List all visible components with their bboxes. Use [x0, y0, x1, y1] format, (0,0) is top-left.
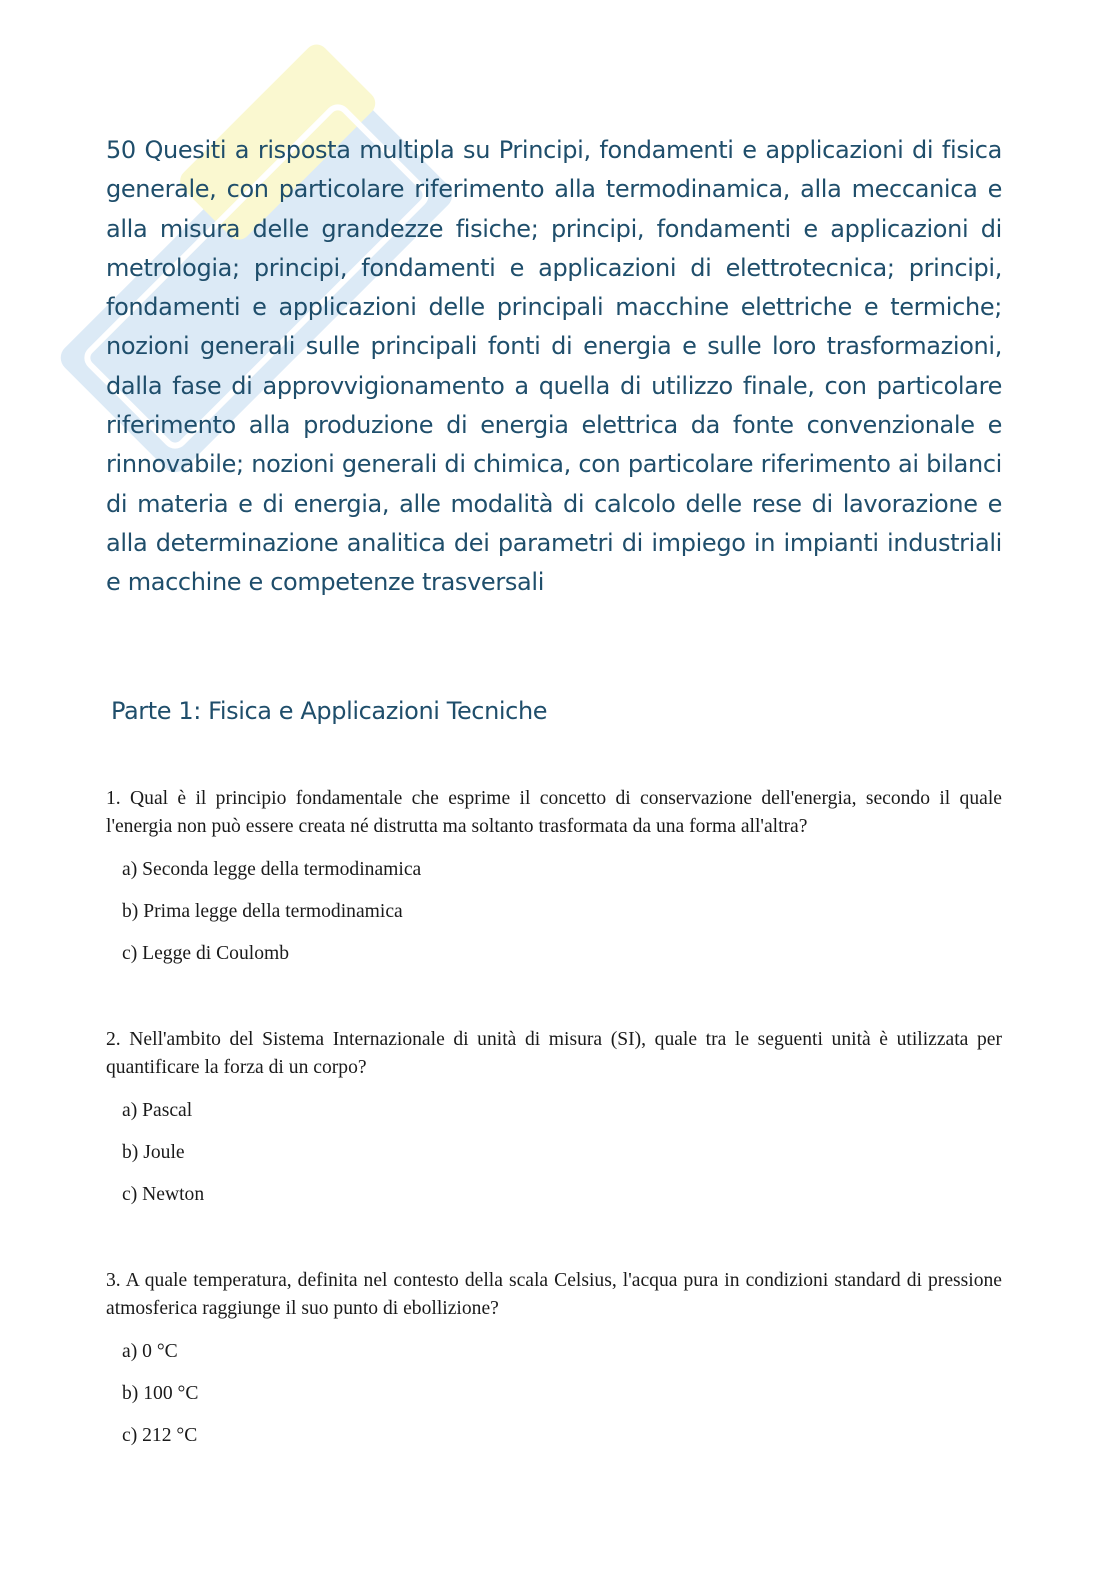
question-1-option-b: b) Prima legge della termodinamica — [122, 901, 403, 922]
intro-paragraph: 50 Quesiti a risposta multipla su Principi, fondamenti e applicazioni di fisica generale, con particolare riferimento alla termodinamica, alla meccanica e alla misura delle grandezze fisiche; principi, fondamenti e applicazioni di metrologia; principi, fondamenti e applicazioni di elettrotecnica; principi, fondamenti e applicazioni delle principali macchine elettriche e termiche; nozioni generali sulle principali fonti di energia e sulle loro trasformazioni, dalla fase di approvvigionamento a quella di utilizzo finale, con particolare riferimento alla produzione di energia elettrica da fonte convenzionale e rinnovabile; nozioni generali di chimica, con particolare riferimento ai bilanci di materia e di energia, alle modalità di calcolo delle rese di lavorazione e alla determinazione analitica dei parametri di impiego in impianti industriali e macchine e competenze trasversali — [106, 136, 1002, 597]
section-title: Parte 1: Fisica e Applicazioni Tecniche — [111, 697, 548, 725]
question-2-option-b: b) Joule — [122, 1142, 185, 1163]
question-2-option-a: a) Pascal — [122, 1100, 193, 1121]
question-1-option-a: a) Seconda legge della termodinamica — [122, 859, 422, 880]
question-1-text: 1. Qual è il principio fondamentale che esprime il concetto di conservazione dell'energia, secondo il quale l'energia non può essere creata né distrutta ma soltanto trasformata da una forma all'altra? — [106, 788, 1002, 837]
question-3-option-a: a) 0 °C — [122, 1341, 178, 1362]
question-2-text: 2. Nell'ambito del Sistema Internazionale di unità di misura (SI), quale tra le seguenti unità è utilizzata per quantificare la forza di un corpo? — [106, 1029, 1002, 1078]
question-3-option-c: c) 212 °C — [122, 1425, 198, 1446]
question-1-option-c: c) Legge di Coulomb — [122, 943, 290, 964]
question-3-option-b: b) 100 °C — [122, 1383, 199, 1404]
question-2-option-c: c) Newton — [122, 1184, 205, 1205]
question-3-text: 3. A quale temperatura, definita nel contesto della scala Celsius, l'acqua pura in condizioni standard di pressione atmosferica raggiunge il suo punto di ebollizione? — [106, 1270, 1002, 1319]
